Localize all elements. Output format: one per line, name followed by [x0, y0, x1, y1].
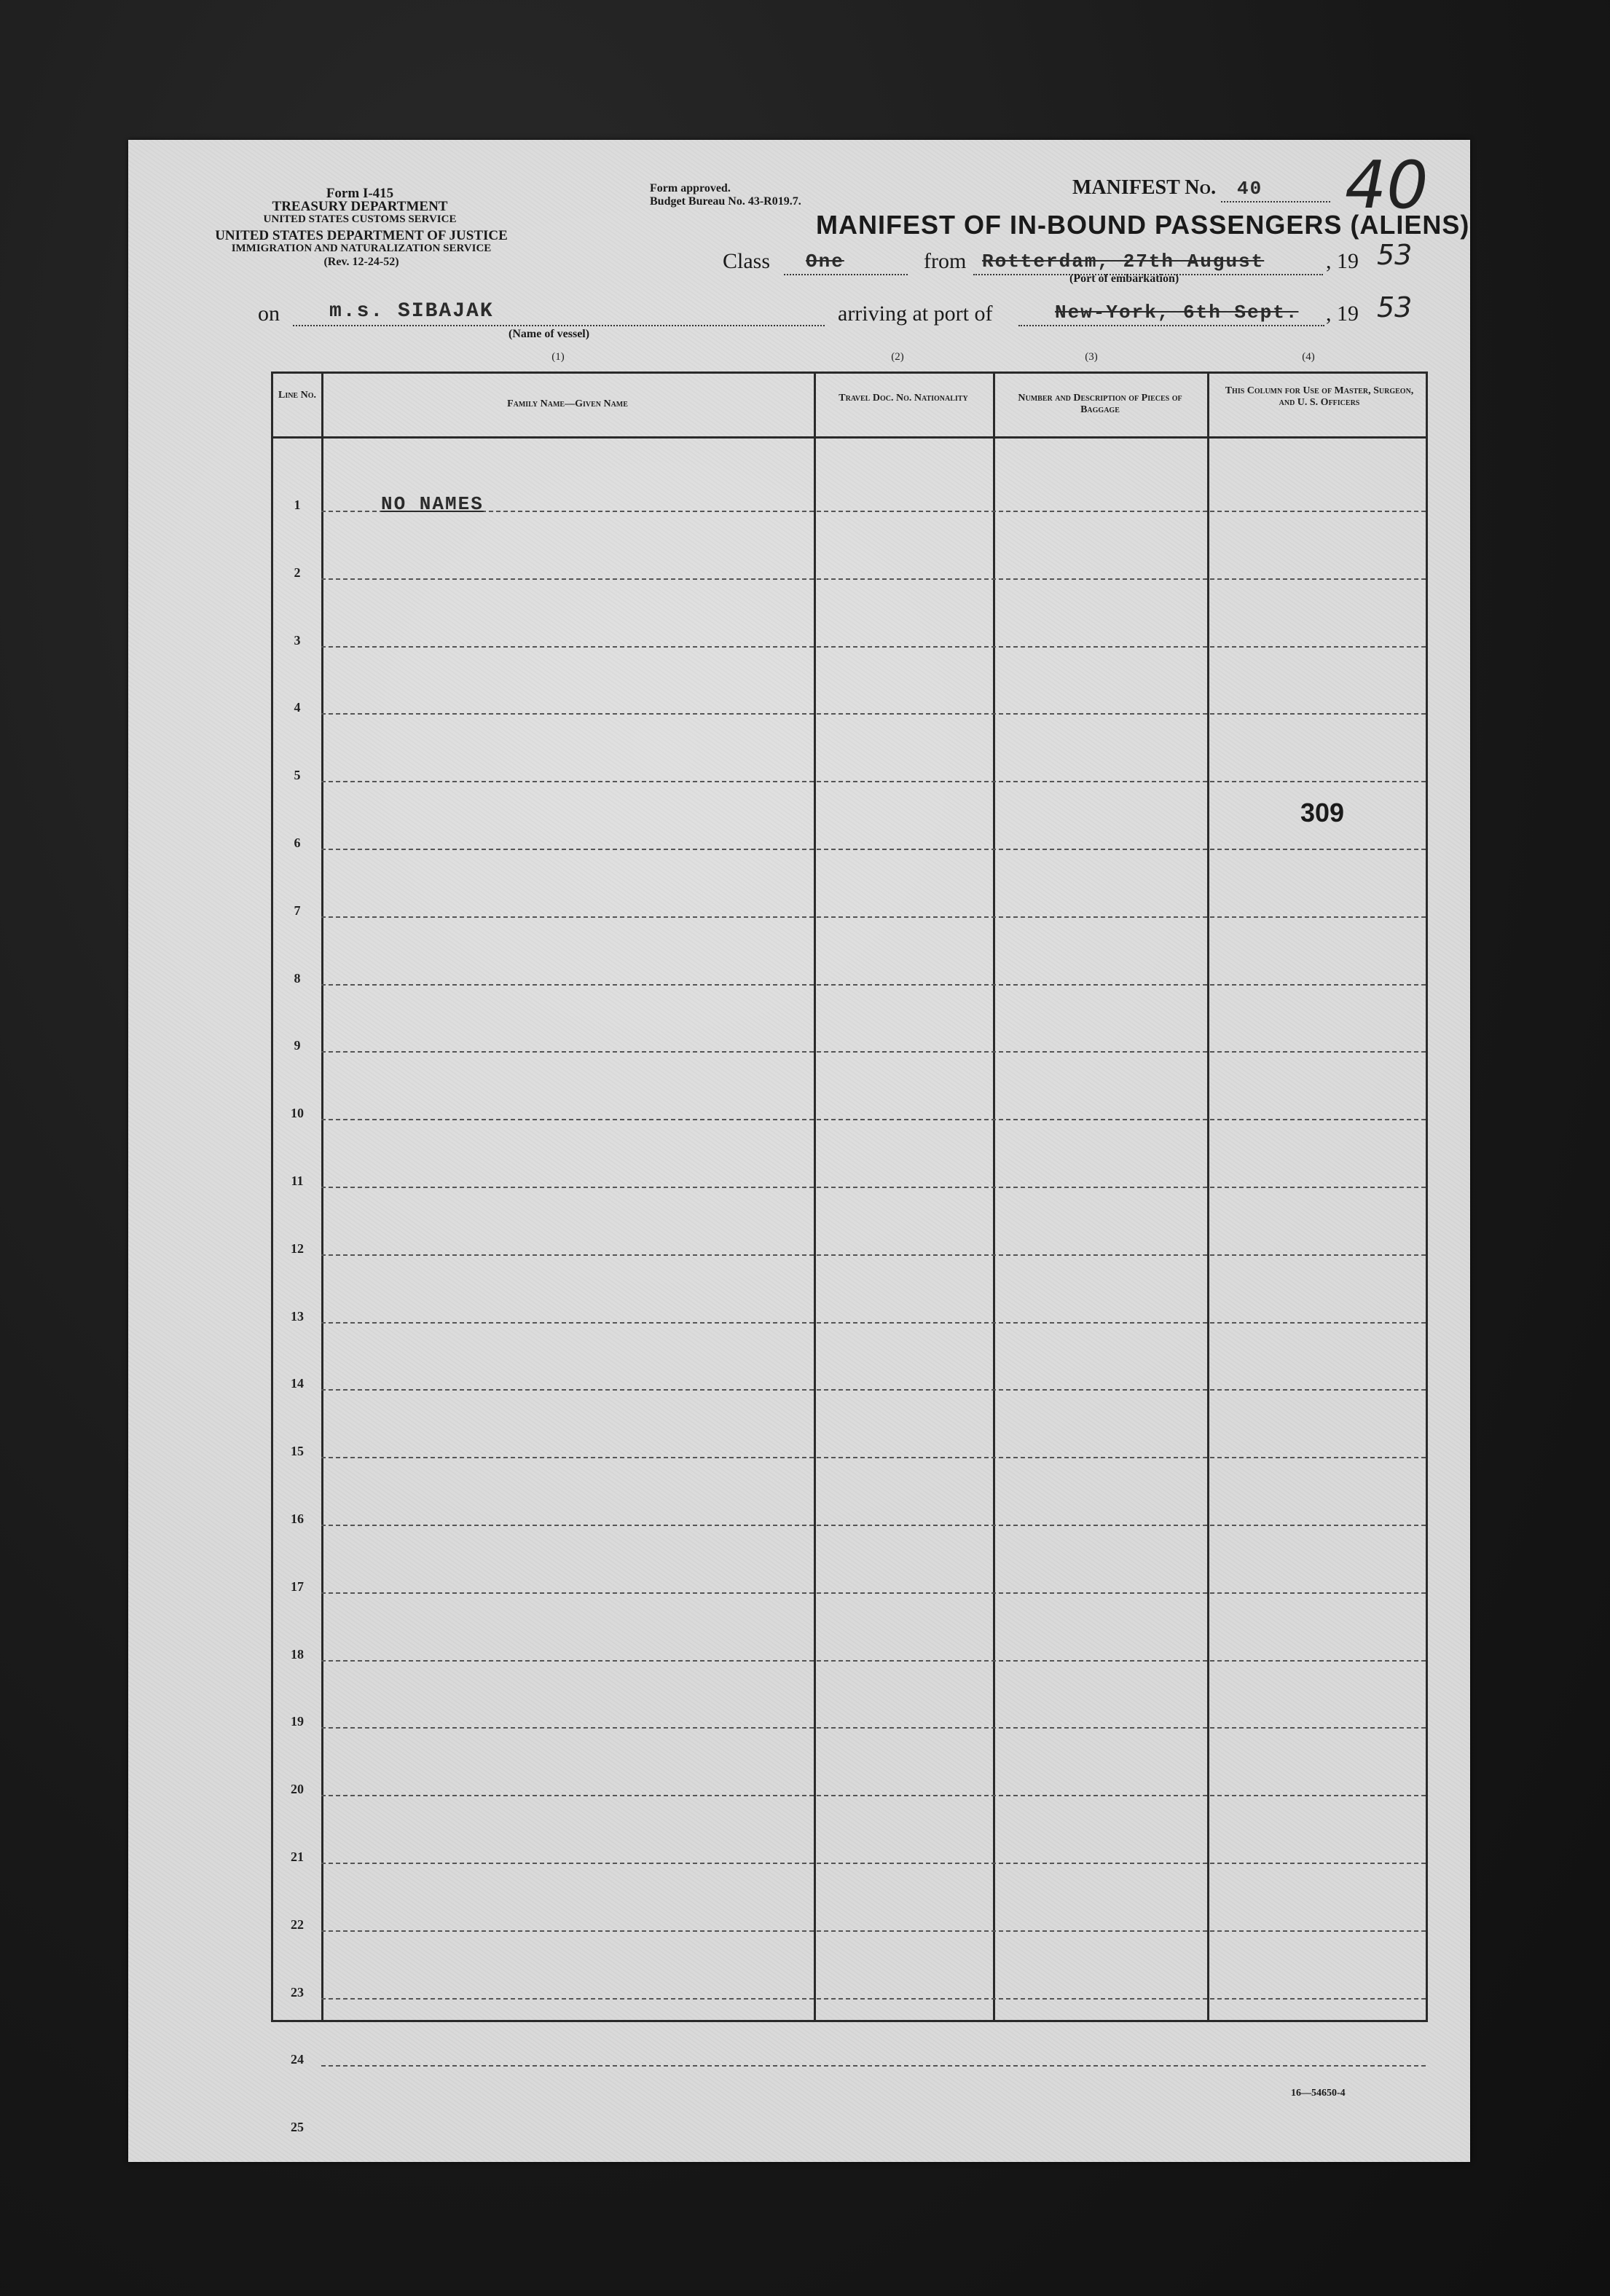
- line-number: 9: [294, 1038, 301, 1053]
- row-rule: [321, 713, 1426, 715]
- class-label: Class: [723, 249, 771, 273]
- stamp-number: 309: [1300, 798, 1345, 827]
- row-rule: [321, 1119, 1426, 1120]
- vessel-name: m.s. SIBAJAK: [329, 300, 494, 323]
- on-label: on: [258, 302, 280, 326]
- header-travel-doc: Travel Doc. No. Nationality: [839, 393, 968, 404]
- form-number: Form I-415: [326, 186, 394, 201]
- row-rule: [321, 646, 1426, 648]
- row-rule: [321, 984, 1426, 986]
- manifest-title: MANIFEST OF IN-BOUND PASSENGERS (ALIENS): [816, 210, 1470, 240]
- line-number: 20: [291, 1782, 304, 1797]
- form-footer-code: 16—54650-4: [1291, 2088, 1346, 2099]
- line-number: 24: [291, 2052, 304, 2067]
- header-family-name: Family Name—Given Name: [507, 398, 628, 409]
- line-number: 22: [291, 1916, 304, 1932]
- manifest-number: 40: [1237, 178, 1263, 200]
- row-rule: [321, 1389, 1426, 1391]
- line-number: 10: [291, 1106, 304, 1121]
- line-number: 6: [294, 836, 301, 850]
- treasury-dept: TREASURY DEPARTMENT: [272, 199, 448, 214]
- line-number: 1: [294, 498, 301, 512]
- manifest-handwritten-number: 40: [1345, 147, 1429, 224]
- header-rule: [273, 436, 1426, 439]
- row-rule: [321, 511, 1426, 512]
- column-1-index: (1): [551, 351, 565, 363]
- port-caption: (Port of embarkation): [1069, 272, 1179, 285]
- port-of-arrival: New-York, 6th Sept.: [1055, 302, 1299, 323]
- line-number: 12: [291, 1241, 304, 1256]
- revision-date: (Rev. 12-24-52): [323, 256, 399, 268]
- row-rule: [321, 1592, 1426, 1594]
- row-rule: [321, 1322, 1426, 1324]
- arriving-label: arriving at port of: [838, 302, 993, 326]
- row-rule: [321, 1051, 1426, 1053]
- column-divider: [321, 374, 323, 2020]
- row-rule: [321, 1660, 1426, 1662]
- line-number: 11: [291, 1173, 304, 1188]
- line-number: 17: [291, 1578, 304, 1594]
- row-rule: [321, 781, 1426, 782]
- line-number: 25: [291, 2120, 304, 2135]
- manifest-label: MANIFEST No.: [1072, 176, 1217, 199]
- class-value: One: [806, 251, 844, 272]
- row-rule: [321, 849, 1426, 850]
- port-of-embarkation: Rotterdam, 27th August: [982, 251, 1265, 272]
- manifest-number-line: [1221, 201, 1330, 203]
- line-number: 3: [294, 632, 301, 648]
- row-1-name: NO NAMES: [381, 493, 484, 515]
- from-label: from: [924, 249, 967, 273]
- column-2-index: (2): [891, 351, 904, 363]
- line-number: 19: [291, 1714, 304, 1729]
- line-number: 16: [291, 1511, 304, 1526]
- column-4-index: (4): [1302, 351, 1315, 363]
- header-baggage: Number and Description of Pieces of Baggage: [1018, 393, 1182, 415]
- vessel-line: [293, 325, 825, 326]
- form-approved: Form approved.: [650, 182, 731, 194]
- manifest-page: [128, 140, 1470, 2162]
- row-rule: [321, 1998, 1426, 2000]
- line-number: 14: [291, 1376, 304, 1391]
- line-number: 18: [291, 1646, 304, 1662]
- customs-service: UNITED STATES CUSTOMS SERVICE: [263, 213, 457, 225]
- vessel-caption: (Name of vessel): [508, 328, 590, 340]
- header-line-no: Line No.: [278, 390, 316, 401]
- row-rule: [321, 1254, 1426, 1256]
- row-rule: [321, 1795, 1426, 1796]
- row-rule: [321, 1930, 1426, 1932]
- line-number: 5: [294, 768, 301, 783]
- class-line: [784, 274, 908, 275]
- line-number: 15: [291, 1444, 304, 1459]
- line-number: 4: [294, 700, 301, 715]
- year-prefix-1: , 19: [1326, 249, 1359, 273]
- column-divider: [1207, 374, 1209, 2020]
- year-2: 53: [1377, 291, 1413, 323]
- line-number: 21: [291, 1849, 304, 1864]
- ins-service: IMMIGRATION AND NATURALIZATION SERVICE: [231, 243, 492, 254]
- year-1: 53: [1377, 239, 1413, 271]
- column-divider: [993, 374, 995, 2020]
- arrival-line: [1018, 325, 1324, 326]
- justice-dept: UNITED STATES DEPARTMENT OF JUSTICE: [215, 228, 508, 243]
- line-number: 2: [294, 565, 301, 580]
- row-rule: [321, 916, 1426, 918]
- column-3-index: (3): [1085, 351, 1098, 363]
- row-rule: [321, 1727, 1426, 1729]
- year-prefix-2: , 19: [1326, 302, 1359, 326]
- line-number: 13: [291, 1308, 304, 1324]
- budget-bureau: Budget Bureau No. 43-R019.7.: [650, 195, 801, 208]
- row-rule: [321, 1525, 1426, 1526]
- row-rule: [321, 1187, 1426, 1188]
- row-rule: [321, 578, 1426, 580]
- line-number: 23: [291, 1984, 304, 2000]
- row-rule: [321, 2065, 1426, 2067]
- column-divider: [814, 374, 816, 2020]
- row-rule: [321, 1863, 1426, 1864]
- header-officers-use: This Column for Use of Master, Surgeon, and U. S. Officers: [1225, 385, 1414, 408]
- row-rule: [321, 1457, 1426, 1458]
- line-number: 8: [294, 970, 301, 986]
- line-number: 7: [294, 903, 301, 918]
